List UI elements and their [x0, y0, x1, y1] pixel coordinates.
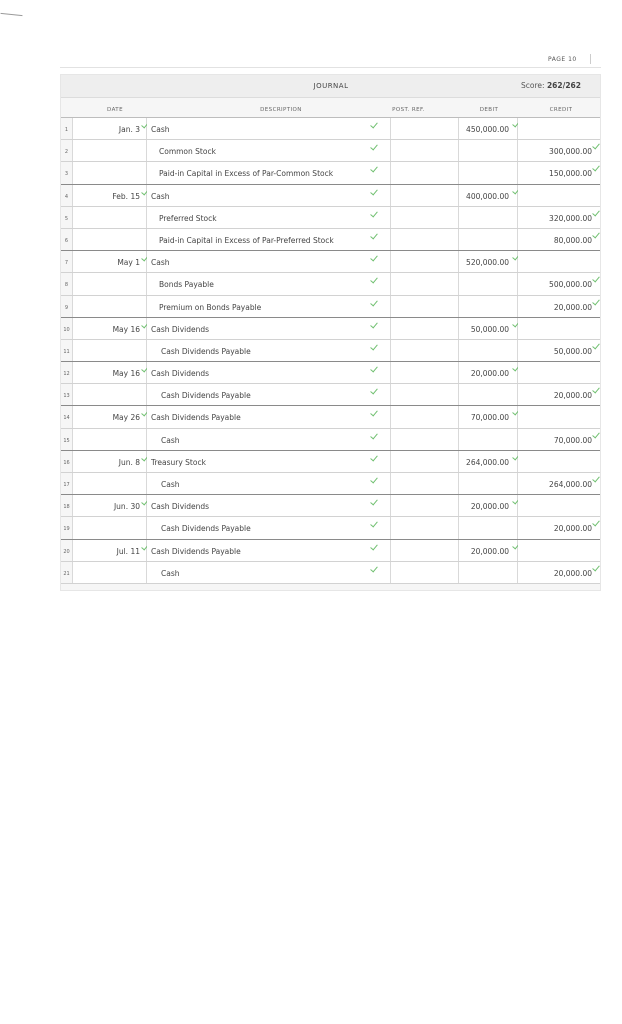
checkmark-icon [592, 475, 600, 483]
journal-row [61, 185, 600, 207]
checkmark-icon [592, 142, 600, 150]
journal-row [61, 162, 600, 184]
checkmark-icon [370, 276, 378, 284]
checkmark-icon [370, 431, 378, 439]
checkmark-icon [370, 143, 378, 151]
journal-sheet [60, 74, 601, 591]
debit-cell[interactable] [459, 229, 518, 250]
date-cell[interactable] [73, 273, 147, 294]
row-number [61, 362, 73, 383]
credit-cell-text: 20,000.00 [553, 568, 592, 578]
description-cell-text: Bonds Payable [159, 280, 214, 290]
credit-cell-text: 20,000.00 [553, 302, 592, 312]
row-number [61, 207, 73, 228]
credit-cell[interactable] [518, 473, 600, 494]
date-cell[interactable] [73, 362, 147, 383]
row-number [61, 229, 73, 250]
date-cell[interactable] [73, 340, 147, 361]
description-cell[interactable] [147, 318, 391, 339]
description-cell-text: Cash [161, 568, 180, 578]
post-ref-cell[interactable] [391, 540, 459, 561]
description-cell[interactable] [147, 473, 391, 494]
description-cell[interactable] [147, 340, 391, 361]
debit-cell-text: 520,000.00 [466, 258, 509, 268]
credit-cell-text: 500,000.00 [549, 280, 592, 290]
credit-cell-text: 80,000.00 [553, 235, 592, 245]
date-cell[interactable] [73, 118, 147, 139]
row-number-text: 7 [64, 260, 69, 267]
top-rule [60, 67, 601, 68]
credit-cell[interactable] [518, 562, 600, 583]
journal-row [61, 473, 600, 495]
journal-row [61, 118, 600, 140]
description-cell[interactable] [147, 251, 391, 272]
date-cell[interactable] [73, 562, 147, 583]
row-number-text: 14 [63, 415, 70, 422]
description-cell-text: Cash [151, 258, 170, 268]
row-number-text: 8 [64, 282, 69, 289]
credit-cell[interactable] [518, 429, 600, 450]
checkmark-icon [592, 208, 600, 216]
date-cell-text: May 1 [117, 258, 140, 268]
date-cell[interactable] [73, 406, 147, 427]
description-cell-text: Cash [161, 480, 180, 489]
checkmark-icon [592, 341, 600, 349]
journal-row [61, 229, 600, 251]
date-cell[interactable] [73, 318, 147, 339]
description-cell[interactable] [147, 406, 391, 427]
row-number [61, 495, 73, 516]
checkmark-icon [592, 519, 600, 527]
checkmark-icon [592, 386, 600, 394]
debit-cell[interactable] [459, 451, 518, 472]
description-cell[interactable] [147, 140, 391, 161]
journal-title: JOURNAL [313, 82, 349, 90]
credit-cell[interactable] [518, 318, 600, 339]
checkmark-icon [592, 230, 600, 238]
score-display [521, 81, 581, 90]
journal-row [61, 207, 600, 229]
page-number: PAGE 10 [548, 56, 577, 63]
journal-row [61, 362, 600, 384]
checkmark-icon [592, 275, 600, 283]
journal-row [61, 140, 600, 162]
checkmark-icon [370, 365, 378, 373]
credit-cell-text: 20,000.00 [553, 391, 592, 401]
credit-cell[interactable] [518, 517, 600, 538]
checkmark-icon [592, 164, 600, 172]
post-ref-cell[interactable] [391, 140, 459, 161]
checkmark-icon [370, 254, 378, 262]
description-cell[interactable] [147, 185, 391, 206]
credit-cell-text: 300,000.00 [549, 147, 592, 157]
date-cell-text: Jul. 11 [116, 546, 140, 556]
row-number [61, 473, 73, 494]
row-number [61, 429, 73, 450]
debit-cell[interactable] [459, 495, 518, 516]
score-label: Score: [521, 81, 545, 90]
row-number [61, 185, 73, 206]
description-cell-text: Common Stock [159, 147, 216, 157]
post-ref-cell[interactable] [391, 318, 459, 339]
column-header-date: DATE [107, 107, 123, 113]
row-number [61, 406, 73, 427]
date-cell[interactable] [73, 429, 147, 450]
row-number-text: 17 [63, 482, 70, 488]
credit-cell-text: 264,000.00 [549, 480, 592, 489]
column-header-credit: CREDIT [549, 107, 573, 113]
checkmark-icon [370, 542, 378, 550]
description-cell-text: Cash Dividends Payable [161, 524, 251, 534]
debit-cell[interactable] [459, 384, 518, 405]
post-ref-cell[interactable] [391, 362, 459, 383]
post-ref-cell[interactable] [391, 296, 459, 317]
date-cell[interactable] [73, 162, 147, 183]
row-number-text: 10 [63, 326, 70, 333]
description-cell-text: Cash Dividends [151, 324, 210, 334]
debit-cell[interactable] [459, 296, 518, 317]
checkmark-icon [370, 298, 378, 306]
journal-row [61, 540, 600, 562]
debit-cell[interactable] [459, 517, 518, 538]
journal-row [61, 451, 600, 473]
row-number [61, 162, 73, 183]
date-cell[interactable] [73, 140, 147, 161]
post-ref-cell[interactable] [391, 118, 459, 139]
checkmark-icon [370, 453, 378, 461]
description-cell[interactable] [147, 495, 391, 516]
journal-row [61, 318, 600, 340]
row-number [61, 384, 73, 405]
post-ref-cell[interactable] [391, 429, 459, 450]
row-number-text: 20 [63, 548, 70, 555]
date-cell[interactable] [73, 185, 147, 206]
post-ref-cell[interactable] [391, 517, 459, 538]
column-header-post-ref: POST. REF. [392, 107, 425, 113]
checkmark-icon [370, 520, 378, 528]
journal-header [61, 75, 600, 98]
debit-cell[interactable] [459, 406, 518, 427]
row-number-text: 4 [64, 193, 69, 200]
credit-cell[interactable] [518, 207, 600, 228]
row-number [61, 451, 73, 472]
debit-cell-text: 20,000.00 [470, 502, 509, 512]
description-cell[interactable] [147, 162, 391, 183]
row-number-text: 16 [63, 459, 70, 466]
row-number [61, 118, 73, 139]
row-number-text: 12 [63, 371, 70, 378]
checkmark-icon [370, 165, 378, 173]
post-ref-cell[interactable] [391, 384, 459, 405]
debit-cell-text: 50,000.00 [470, 324, 509, 334]
debit-cell[interactable] [459, 362, 518, 383]
credit-cell[interactable] [518, 340, 600, 361]
checkmark-icon [592, 563, 600, 571]
row-number [61, 251, 73, 272]
date-cell[interactable] [73, 517, 147, 538]
date-cell[interactable] [73, 473, 147, 494]
row-number [61, 562, 73, 583]
checkmark-icon [370, 187, 378, 195]
debit-cell[interactable] [459, 162, 518, 183]
checkmark-icon [370, 409, 378, 417]
description-cell[interactable] [147, 517, 391, 538]
row-number [61, 273, 73, 294]
description-cell[interactable] [147, 429, 391, 450]
row-number-text: 11 [63, 348, 70, 355]
credit-cell-text: 20,000.00 [553, 524, 592, 534]
post-ref-cell[interactable] [391, 340, 459, 361]
debit-cell-text: 20,000.00 [470, 546, 509, 556]
debit-cell[interactable] [459, 251, 518, 272]
post-ref-cell[interactable] [391, 207, 459, 228]
credit-cell[interactable] [518, 162, 600, 183]
description-cell-text: Cash Dividends Payable [161, 346, 251, 356]
credit-cell[interactable] [518, 140, 600, 161]
description-cell-text: Cash Dividends Payable [161, 391, 251, 401]
checkmark-icon [370, 387, 378, 395]
description-cell[interactable] [147, 118, 391, 139]
date-cell-text: Jan. 3 [118, 125, 140, 134]
date-cell-text: May 16 [112, 324, 140, 334]
credit-cell[interactable] [518, 540, 600, 561]
journal-row [61, 406, 600, 428]
checkmark-icon [370, 121, 378, 129]
post-ref-cell[interactable] [391, 406, 459, 427]
credit-cell[interactable] [518, 296, 600, 317]
row-number [61, 340, 73, 361]
checkmark-icon [370, 320, 378, 328]
credit-cell[interactable] [518, 495, 600, 516]
description-cell[interactable] [147, 540, 391, 561]
description-cell[interactable] [147, 296, 391, 317]
debit-cell[interactable] [459, 540, 518, 561]
debit-cell-text: 70,000.00 [470, 413, 509, 423]
checkmark-icon [370, 231, 378, 239]
credit-cell[interactable] [518, 406, 600, 427]
journal-rows [61, 118, 600, 584]
date-cell[interactable] [73, 229, 147, 250]
row-number-text: 13 [63, 393, 70, 400]
debit-cell[interactable] [459, 118, 518, 139]
journal-row [61, 429, 600, 451]
journal-row [61, 340, 600, 362]
date-cell[interactable] [73, 495, 147, 516]
date-cell-text: Feb. 15 [112, 191, 140, 201]
description-cell-text: Premium on Bonds Payable [159, 302, 262, 312]
journal-row [61, 296, 600, 318]
date-cell-text: May 16 [112, 369, 140, 379]
debit-cell[interactable] [459, 473, 518, 494]
description-cell[interactable] [147, 384, 391, 405]
checkmark-icon [370, 498, 378, 506]
debit-cell[interactable] [459, 185, 518, 206]
row-number-text: 15 [63, 437, 70, 444]
credit-cell-text: 150,000.00 [549, 169, 592, 179]
row-number-text: 9 [64, 304, 69, 311]
score-value: 262/262 [546, 81, 581, 90]
checkmark-icon [592, 297, 600, 305]
debit-cell-text: 264,000.00 [466, 457, 509, 467]
column-header-description: DESCRIPTION [260, 107, 302, 113]
debit-cell[interactable] [459, 340, 518, 361]
description-cell[interactable] [147, 207, 391, 228]
description-cell-text: Cash Dividends [151, 369, 210, 379]
row-number-text: 5 [64, 215, 69, 222]
description-cell-text: Paid-in Capital in Excess of Par-Common Stock [159, 169, 334, 179]
debit-cell[interactable] [459, 140, 518, 161]
row-number-text: 19 [63, 526, 70, 533]
journal-row [61, 495, 600, 517]
description-cell-text: Cash [161, 435, 180, 445]
post-ref-cell[interactable] [391, 473, 459, 494]
debit-cell[interactable] [459, 562, 518, 583]
row-number-text: 3 [64, 171, 69, 178]
description-cell-text: Paid-in Capital in Excess of Par-Preferred Stock [159, 235, 334, 245]
journal-row [61, 273, 600, 295]
journal-row [61, 251, 600, 273]
description-cell-text: Cash [151, 191, 170, 201]
post-ref-cell[interactable] [391, 185, 459, 206]
description-cell-text: Cash Dividends Payable [151, 546, 241, 556]
credit-cell[interactable] [518, 362, 600, 383]
credit-cell[interactable] [518, 118, 600, 139]
row-number [61, 540, 73, 561]
debit-cell-text: 20,000.00 [470, 369, 509, 379]
credit-cell[interactable] [518, 384, 600, 405]
post-ref-cell[interactable] [391, 495, 459, 516]
journal-row [61, 562, 600, 584]
date-cell-text: May 26 [112, 413, 140, 423]
date-cell[interactable] [73, 296, 147, 317]
page-number-divider [590, 54, 591, 64]
row-number-text: 6 [64, 237, 69, 244]
row-number [61, 296, 73, 317]
row-number-text: 21 [63, 570, 70, 577]
checkmark-icon [370, 476, 378, 484]
description-cell[interactable] [147, 451, 391, 472]
description-cell[interactable] [147, 273, 391, 294]
journal-row [61, 384, 600, 406]
date-cell-text: Jun. 30 [113, 502, 140, 512]
description-cell-text: Cash [151, 125, 170, 134]
checkmark-icon [370, 564, 378, 572]
description-cell-text: Treasury Stock [151, 457, 206, 467]
date-cell[interactable] [73, 384, 147, 405]
debit-cell[interactable] [459, 273, 518, 294]
post-ref-cell[interactable] [391, 273, 459, 294]
corner-mark [0, 13, 23, 26]
row-number [61, 140, 73, 161]
debit-cell-text: 400,000.00 [466, 191, 509, 201]
debit-cell-text: 450,000.00 [466, 125, 509, 134]
credit-cell-text: 50,000.00 [553, 346, 592, 356]
post-ref-cell[interactable] [391, 229, 459, 250]
row-number-text: 18 [63, 504, 70, 511]
credit-cell-text: 70,000.00 [553, 435, 592, 445]
date-cell[interactable] [73, 251, 147, 272]
credit-cell[interactable] [518, 273, 600, 294]
debit-cell[interactable] [459, 207, 518, 228]
row-number-text: 2 [64, 149, 69, 156]
description-cell-text: Preferred Stock [159, 213, 217, 223]
credit-cell[interactable] [518, 451, 600, 472]
date-cell[interactable] [73, 540, 147, 561]
credit-cell[interactable] [518, 251, 600, 272]
date-cell[interactable] [73, 207, 147, 228]
date-cell-text: Jun. 8 [118, 457, 140, 467]
credit-cell[interactable] [518, 229, 600, 250]
debit-cell[interactable] [459, 429, 518, 450]
post-ref-cell[interactable] [391, 451, 459, 472]
checkmark-icon [370, 342, 378, 350]
description-cell-text: Cash Dividends Payable [151, 413, 241, 423]
journal-row [61, 517, 600, 539]
description-cell[interactable] [147, 562, 391, 583]
post-ref-cell[interactable] [391, 251, 459, 272]
description-cell-text: Cash Dividends [151, 502, 210, 512]
credit-cell[interactable] [518, 185, 600, 206]
description-cell[interactable] [147, 362, 391, 383]
post-ref-cell[interactable] [391, 562, 459, 583]
row-number [61, 517, 73, 538]
debit-cell[interactable] [459, 318, 518, 339]
date-cell[interactable] [73, 451, 147, 472]
credit-cell-text: 320,000.00 [549, 213, 592, 223]
row-number [61, 318, 73, 339]
checkmark-icon [370, 209, 378, 217]
row-number-text: 1 [64, 127, 69, 133]
checkmark-icon [592, 430, 600, 438]
column-header-debit: DEBIT [479, 107, 499, 113]
post-ref-cell[interactable] [391, 162, 459, 183]
description-cell[interactable] [147, 229, 391, 250]
